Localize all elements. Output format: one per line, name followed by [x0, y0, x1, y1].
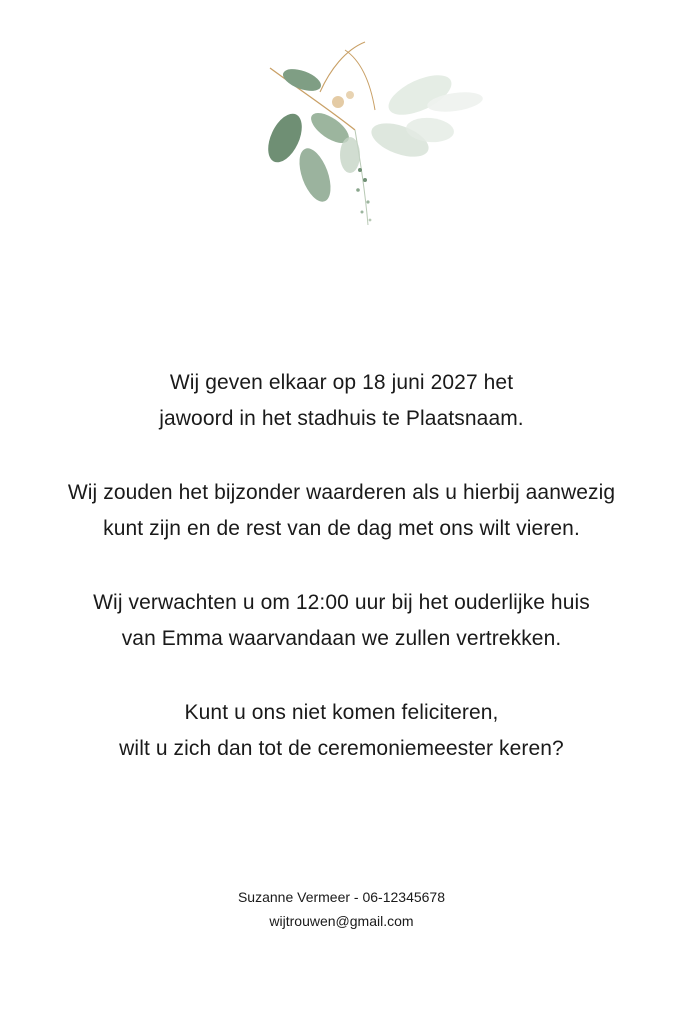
paragraph-meeting-time: [20, 585, 663, 657]
invitation-text: [20, 365, 663, 805]
text-line: van Emma waarvandaan we zullen vertrekken.: [121, 627, 562, 650]
contact-email: wijtrouwen@gmail.com: [269, 913, 414, 929]
text-line: kunt zijn en de rest van de dag met ons wilt vieren.: [103, 517, 580, 540]
text-line: Wij geven elkaar op 18 juni 2027 het: [169, 371, 514, 394]
paragraph-ceremony: [20, 365, 663, 437]
contact-name-phone: Suzanne Vermeer - 06-12345678: [237, 889, 446, 905]
text-line: Wij zouden het bijzonder waarderen als u hierbij aanwezig: [67, 481, 616, 504]
eucalyptus-leaves-icon: [250, 30, 490, 240]
paragraph-ceremony-master: [20, 695, 663, 767]
text-line: Wij verwachten u om 12:00 uur bij het ouderlijke huis: [93, 591, 590, 614]
text-line: wilt u zich dan tot de ceremoniemeester keren?: [119, 737, 564, 760]
contact-info: [20, 885, 663, 933]
text-line: Kunt u ons niet komen feliciteren,: [184, 701, 499, 724]
paragraph-invitation: [20, 475, 663, 547]
text-line: jawoord in het stadhuis te Plaatsnaam.: [159, 407, 524, 430]
